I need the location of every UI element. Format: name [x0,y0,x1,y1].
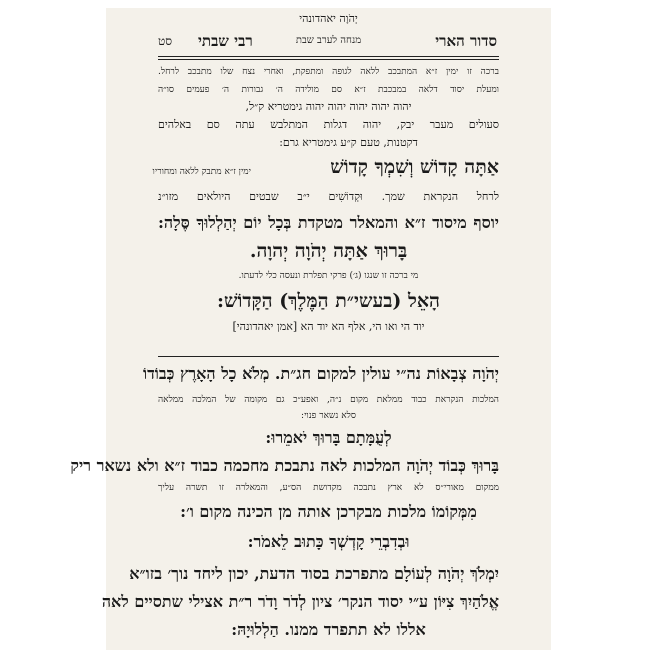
prayer-text: לְעֻמָּתָם בָּרוּךְ יֹאמֵרוּ: [265,428,392,447]
header-rule [158,56,499,60]
text-line: לרחל הנקראת שמך. וּקְדוֹשִׁים י״ב שבטים היולאים מזו״נ [158,190,499,203]
prayer-text: בָּרוּךְ כְּבוֹד יְהֹוָה המלכות לאה נתבכת מחכמה כבוד ז״א ולא נשאר ריק [70,456,499,475]
section-subtitle: מנחה לערב שבת [295,35,362,46]
text-line: יהוה יהוה יהוה יהוה יהוה גימטריא ק״ל, [245,100,412,113]
page-number: סט [158,34,173,48]
text-line: סלא נשאר פנוי: [301,411,356,421]
text-line: סעולים מעבר יבק, יהוה דגלות המתלבש עתה סם באלהים [158,118,499,131]
prayer-text: בָּרוּךְ אַתָּה יְהֹוָה יְהוָה. [249,240,408,262]
prayer-text: אללו לא תתפרד ממנו. הַלְלוּיָהּ: [231,620,426,639]
prayer-text: מִמְּקוֹמוֹ מלכות מבקרכן אותה מן הכינה מקום ו׳: [180,502,477,521]
prayer-text: יִמְלֹךְ יְהֹוָה לְעוֹלָם מתפרכת בסוד הדעת, יכון ליחד נוך׳ בזו״א [129,564,499,583]
text-line: ממקום מאורי״ס לא ארץ נתבכה מקדושת הס״ע, והמאלרה זו תשרה עליך [158,483,499,493]
prayer-text: יְהֹוָה צְבָאוֹת נה״י עולין למקום חג״ת. מְלֹא כָל הָאָרֶץ כְּבוֹדוֹ [142,364,499,383]
text-line: ומעלת יסוד דלאה במבכבת ז״א סם מולידה ה׳ גבורות ה׳ פעמים סו״ה [158,85,499,95]
text-line: דקטנות, טעם ק״ע גימטריא גרם: [279,136,418,149]
prayer-text: אֱלֹהַיִךְ צִיּוֹן ע״י יסוד הנקר׳ ציון לְדֹר וָדֹר ר״ת אצילי שתסיים לאה [101,592,499,611]
siddur-page [70,8,551,650]
author-name: רבי שבתי [198,32,253,50]
running-header [106,30,551,52]
text-line: המלכות הנקראת כבוד ממלאת מקום נ״ה, ואפע״כ גם מקומה של המלכה ממלאה [158,395,499,405]
commentary-text: ימין ז״א מתבק ללאה ומחוריו [152,167,251,177]
section-divider [158,356,499,357]
prayer-text: אַתָּה קָדוֹשׁ וְשִׁמְךָ קָדוֹשׁ [330,156,499,178]
prayer-text: וּבְדִבְרֵי קָדְשְׁךָ כָּתוּב לֵאמֹר: [247,532,410,551]
text-line: ברכה זו ימין ז״א המתבכב ללאה לגופה ומתפקת, ואחרי נצח שלו מתבכב לרחל. [158,67,499,77]
prayer-text: הָאֵל (בעשי״ת הַמֶּלֶךְ) הַקָּדוֹשׁ: [217,290,440,312]
header-divine-names: יְהֹוָה יאהדונהי [299,12,358,25]
prayer-text: יוסף מיסוד ז״א והמאלר מטקדת בְּכָל יוֹם יְהַלְלוּךָ סֶּלָה: [158,213,499,232]
text-line: יוד הי ואו הי, אלף הא יוד הא [אמן יאהדונהי] [232,320,425,333]
book-title: סדור הארי [435,32,497,50]
text-line: מי ברכה זו שנגו (ג׳) פרקי תפלרת ונעסה כלי לדעתו. [238,271,419,281]
